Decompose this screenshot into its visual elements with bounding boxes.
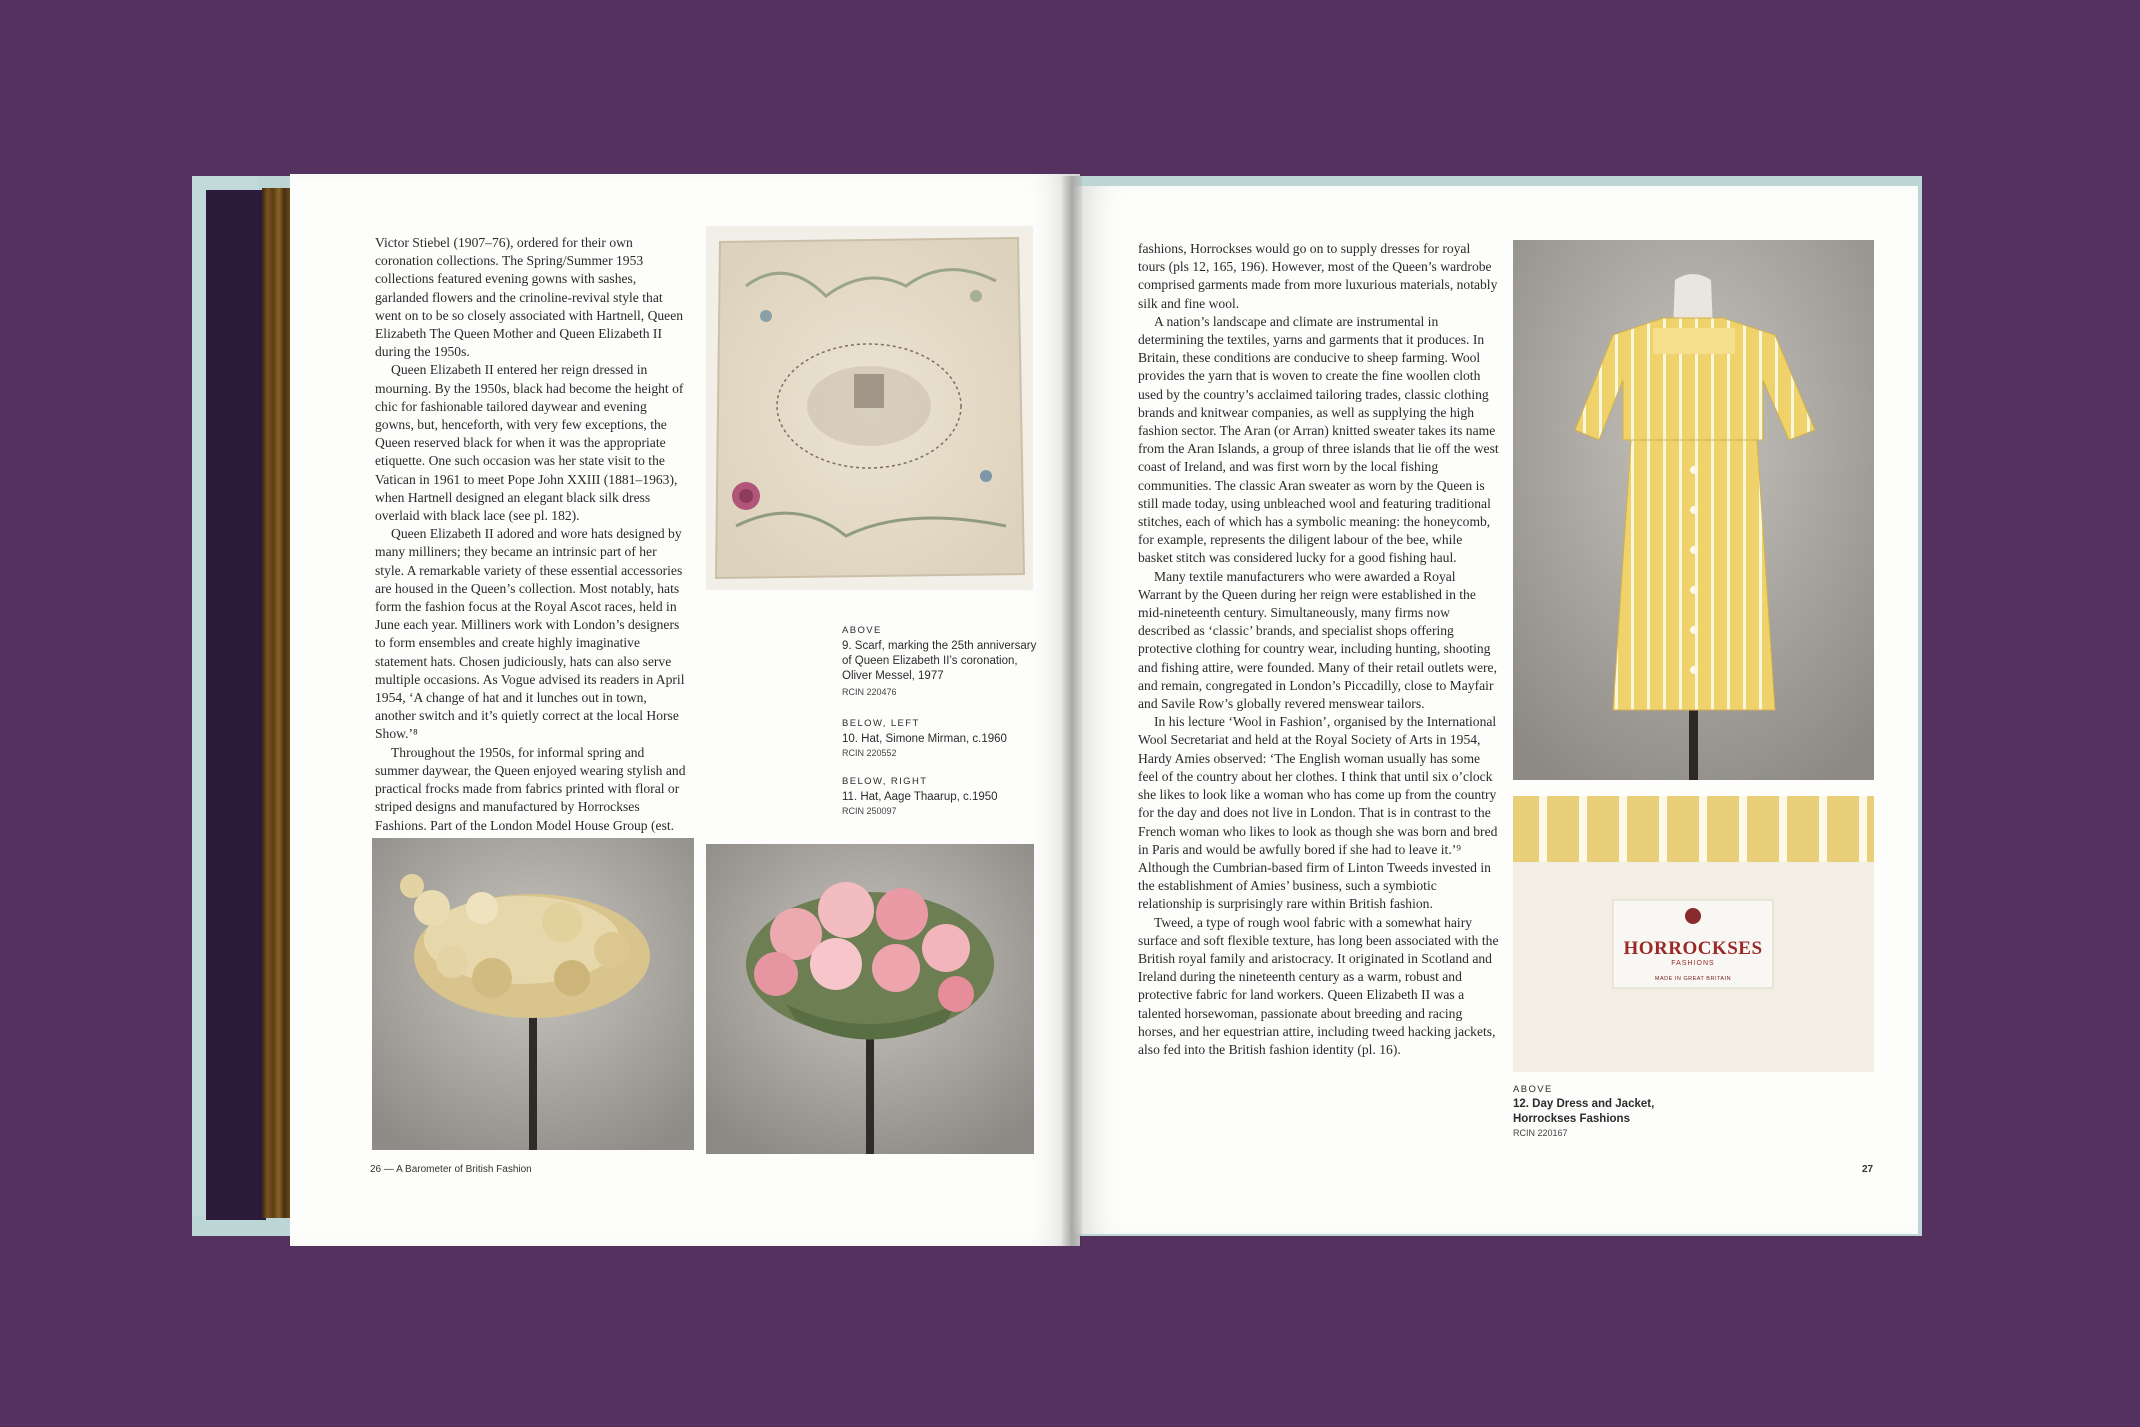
right-paragraph: A nation’s landscape and climate are instrumental in determining the textiles, yarns and garments that it produces. In Britain, these conditions are conducive to sheep farming. Wool provides the yarn that is woven to create the fine woollen cloth used by the country’s acclaimed tailoring trades, classic clothing brands and knitwear companies, as well as supplying the high fashion sector. The Aran (or Arran) knitted sweater takes its name from the Aran Islands, a group of three islands that lie off the west coast of Ireland, and was first worn by the local fishing communities. The classic Aran sweater as worn by the Queen is still made today, using unbleached wool and featuring traditional stitches, each of which has a symbolic meaning: the honeycomb, for example, represents the diligent labour of the bee, while basket stitch was considered lucky for a good fishing haul. [1138,313,1499,566]
caption-scarf [842,625,1042,698]
hat-yellow-image [372,838,694,1150]
left-paragraph: Throughout the 1950s, for informal spring and summer daywear, the Queen enjoyed wearing stylish and practical frocks made from fabrics printed with floral or striped designs and manufactured by Horrockses Fashions. Part of the London Model House Group (est. [375,744,686,833]
horrockses-label-image [1513,796,1874,1072]
caption-title: 10. Hat, Simone Mirman, c.1960 [842,733,1007,745]
caption-title: 11. Hat, Aage Thaarup, c.1950 [842,791,998,803]
left-paragraph: Queen Elizabeth II entered her reign dressed in mourning. By the 1950s, black had become the height of chic for fashionable tailored daywear and evening gowns, but, henceforth, with very few exceptions, the Queen reserved black for when it was the appropriate etiquette. One such occasion was her state visit to the Vatican in 1961 to meet Pope John XXIII (1881–1963), when Hartnell designed an elegant black silk dress overlaid with black lace (see pl. 182). [375,362,684,524]
caption-label: BELOW, LEFT [842,718,920,729]
left-text-column [375,234,687,889]
left-page-footer: 26 — A Barometer of British Fashion [370,1164,532,1175]
label-sub-text: FASHIONS [1671,960,1715,967]
caption-rcin: RCIN 250097 [842,806,897,816]
spine-gutter [1062,176,1082,1246]
label-brand-text: HORROCKSES [1623,938,1763,959]
scarf-image [706,226,1033,590]
left-paragraph: Victor Stiebel (1907–76), ordered for their own coronation collections. The Spring/Summer 1953 collections featured evening gowns with sashes, garlanded flowers and the crinoline-revival style that went on to be so closely associated with Hartnell, Queen Elizabeth The Queen Mother and Queen Elizabeth II during the 1950s. [375,235,684,360]
right-page-number: 27 [1862,1164,1874,1175]
hat-pink-image [706,844,1034,1154]
right-paragraph: fashions, Horrockses would go on to supply dresses for royal tours (pls 12, 165, 196). However, most of the Queen’s wardrobe comprised garments made from more luxurious materials, notably silk and fine wool. [1138,241,1498,311]
caption-rcin: RCIN 220476 [842,687,897,697]
caption-title: 9. Scarf, marking the 25th anniversary of Queen Elizabeth II’s coronation, Oliver Messel, 1977 [842,640,1037,682]
caption-label: ABOVE [1513,1084,1553,1095]
dress-image [1513,240,1874,780]
caption-rcin: RCIN 220167 [1513,1128,1568,1138]
caption-dress [1513,1084,1713,1139]
caption-hat-left [842,718,1042,759]
caption-label: BELOW, RIGHT [842,776,928,787]
right-paragraph: Tweed, a type of rough wool fabric with a somewhat hairy surface and soft flexible texture, has long been associated with the British royal family and aristocracy. It originated in Scotland and Ireland during the nineteenth century as a warm, robust and protective fabric for land workers. Queen Elizabeth II was a talented horsewoman, passionate about breeding and racing horses, and her equestrian attire, including tweed hacking jackets, also fed into the British fashion identity (pl. 16). [1138,914,1499,1057]
caption-label: ABOVE [842,625,882,636]
right-paragraph: In his lecture ‘Wool in Fashion’, organised by the International Wool Secretariat and held at the Royal Society of Arts in 1954, Hardy Amies observed: ‘The English woman usually has some feel of the country about her clothes. I think that until six o’clock she likes to look like a woman who has come up from the country for the day and does not live in London. That is in contrast to the French woman who likes to look as though she was born and bred in Paris and would be awfully bored if she had to leave it.’⁹ Although the Cumbrian-based firm of Linton Tweeds invested in the establishment of Amies’ business, such a symbiotic relationship is surprisingly rare within British fashion. [1138,714,1498,912]
caption-title: 12. Day Dress and Jacket, Horrockses Fashions [1513,1098,1655,1125]
page-edges-gilt [262,188,290,1218]
left-paragraph: Queen Elizabeth II adored and wore hats designed by many milliners; they became an intrinsic part of her style. A remarkable variety of these essential accessories are housed in the Queen’s collection. Most notably, hats form the fashion focus at the Royal Ascot races, held in June each year. Milliners work with London’s designers to form ensembles and create highly imaginative statement hats. Chosen judiciously, hats can also serve multiple occasions. As Vogue advised its readers in April 1954, ‘A change of hat and it lunches out in town, another switch and it’s quietly correct at the local Horse Show.’⁸ [375,526,685,742]
caption-rcin: RCIN 220552 [842,748,897,758]
right-paragraph: Many textile manufacturers who were awarded a Royal Warrant by the Queen during her reign were established in the mid-nineteenth century. Simultaneously, many firms now described as ‘classic’ brands, and specialist shops offering protective clothing for country wear, including hunting, shooting and fishing attire, were founded. Many of their retail outlets were, and remain, congregated in London’s Piccadilly, close to Mayfair and Savile Row’s globally revered menswear tailors. [1138,568,1497,712]
caption-hat-right [842,776,1042,817]
book-spine-dark [206,190,266,1220]
label-made-text: MADE IN GREAT BRITAIN [1654,976,1732,982]
right-text-column [1138,240,1500,1059]
